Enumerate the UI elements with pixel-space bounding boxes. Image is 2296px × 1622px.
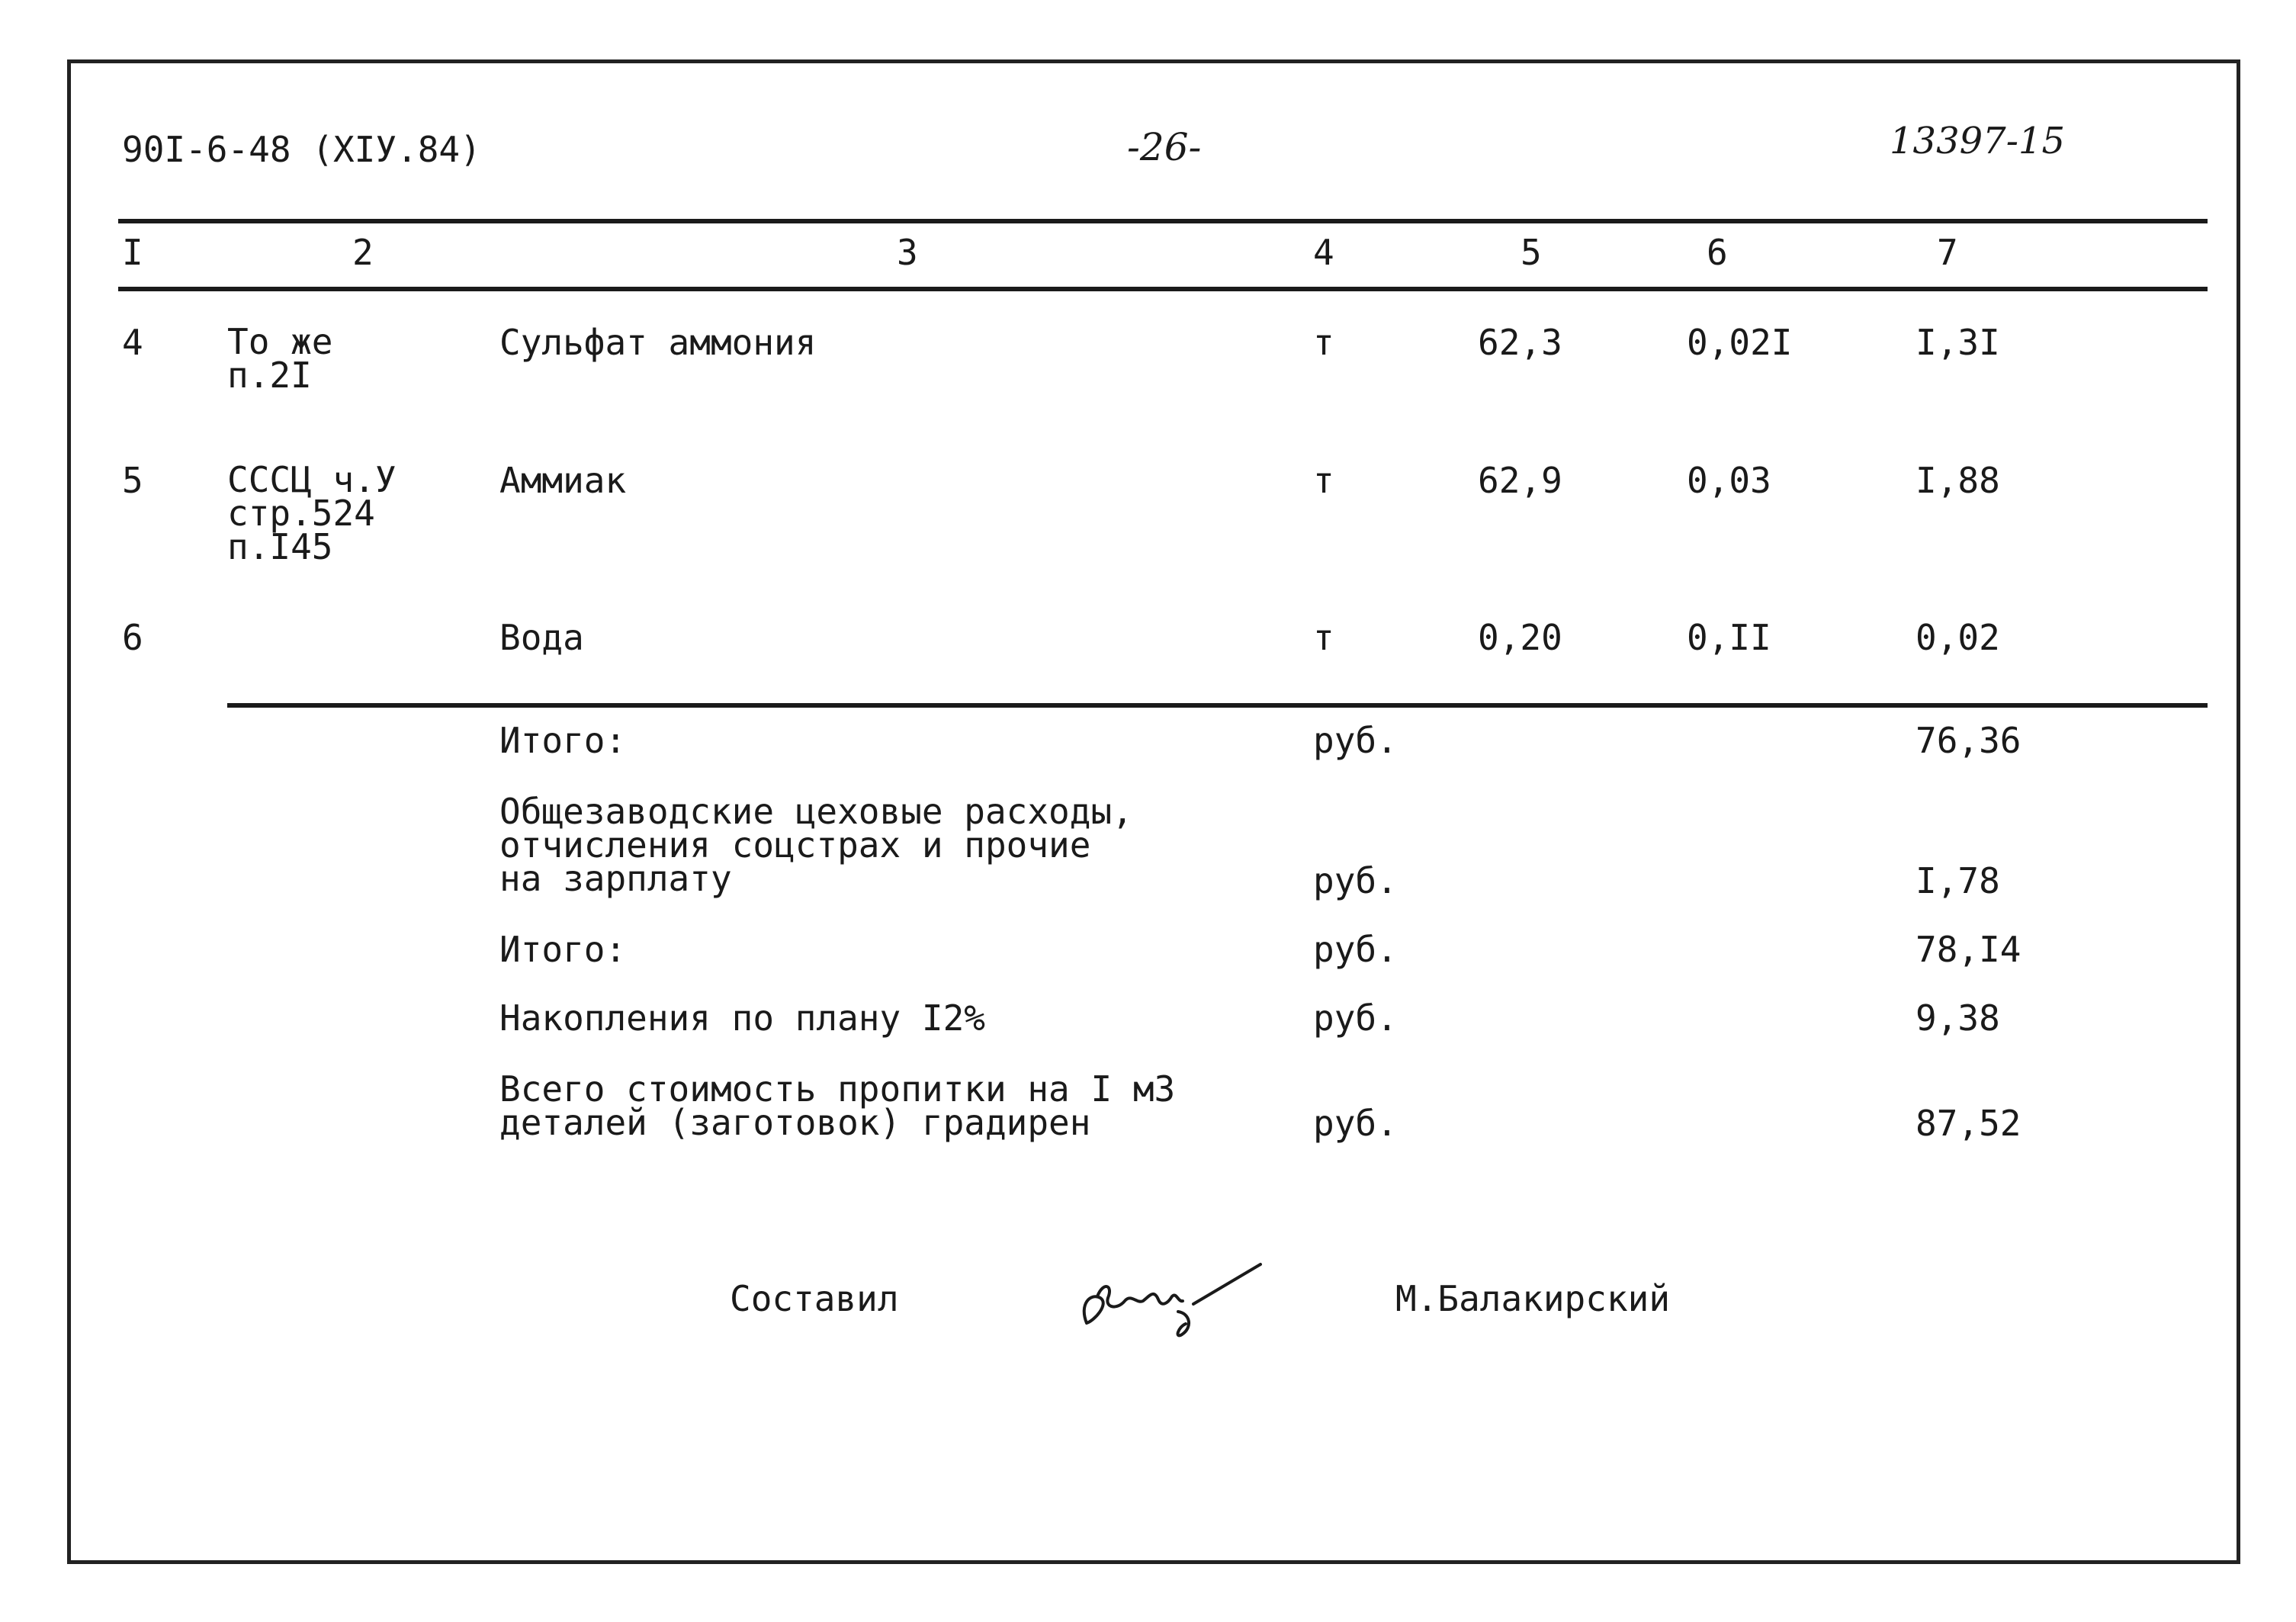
compiler-name: М.Балакирский (1395, 1278, 1671, 1319)
row-col5: 62,9 (1478, 460, 1562, 501)
row-col6: 0,02I (1687, 322, 1793, 363)
row-unit: т (1313, 322, 1334, 363)
column-header-4: 4 (1313, 232, 1334, 273)
column-header-3: 3 (897, 232, 918, 273)
total-value: 87,52 (1915, 1103, 2021, 1144)
row-number: 5 (122, 460, 143, 501)
total-unit: руб. (1313, 929, 1398, 970)
row-col5: 0,20 (1478, 617, 1562, 658)
header-bottom-rule (118, 287, 2208, 291)
total-unit: руб. (1313, 1103, 1398, 1144)
row-unit: т (1313, 617, 1334, 658)
row-name: Сульфат аммония (499, 322, 817, 363)
column-header-2: 2 (352, 232, 374, 273)
row-col7: I,88 (1915, 460, 2000, 501)
row-name: Аммиак (499, 460, 627, 501)
total-label: Итого: (499, 929, 627, 970)
row-col7: I,3I (1915, 322, 2000, 363)
total-value: 78,I4 (1915, 929, 2021, 970)
row-number: 6 (122, 617, 143, 658)
total-value: 76,36 (1915, 720, 2021, 761)
totals-rule (227, 703, 2208, 708)
row-col6: 0,II (1687, 617, 1771, 658)
total-unit: руб. (1313, 720, 1398, 761)
row-reference: То же п.2I (227, 321, 333, 396)
compiled-by-label: Составил (730, 1278, 899, 1319)
row-col7: 0,02 (1915, 617, 2000, 658)
document-code: 90I-6-48 (XIУ.84) (122, 129, 481, 170)
total-value: I,78 (1915, 860, 2000, 901)
total-label: Всего стоимость пропитки на I м3 деталей (заготовок) градирен (499, 1068, 1176, 1143)
column-header-5: 5 (1520, 232, 1542, 273)
total-unit: руб. (1313, 860, 1398, 901)
total-unit: руб. (1313, 997, 1398, 1039)
row-number: 4 (122, 322, 143, 363)
total-label: Накопления по плану I2% (499, 997, 985, 1039)
table-top-rule (118, 219, 2208, 223)
handwritten-signature (1064, 1251, 1270, 1350)
row-name: Вода (499, 617, 584, 658)
page-number: -26- (1127, 125, 1202, 169)
document-number: 13397-15 (1890, 120, 2065, 162)
total-label: Общезаводские цеховые расходы, отчисления соцстрах и прочие на зарплату (499, 791, 1133, 899)
row-col6: 0,03 (1687, 460, 1771, 501)
row-unit: т (1313, 460, 1334, 501)
row-col5: 62,3 (1478, 322, 1562, 363)
total-value: 9,38 (1915, 997, 2000, 1039)
column-header-1: I (122, 232, 143, 273)
column-header-7: 7 (1937, 232, 1958, 273)
total-label: Итого: (499, 720, 627, 761)
row-reference: СССЦ ч.У стр.524 п.I45 (227, 459, 397, 567)
column-header-6: 6 (1707, 232, 1728, 273)
